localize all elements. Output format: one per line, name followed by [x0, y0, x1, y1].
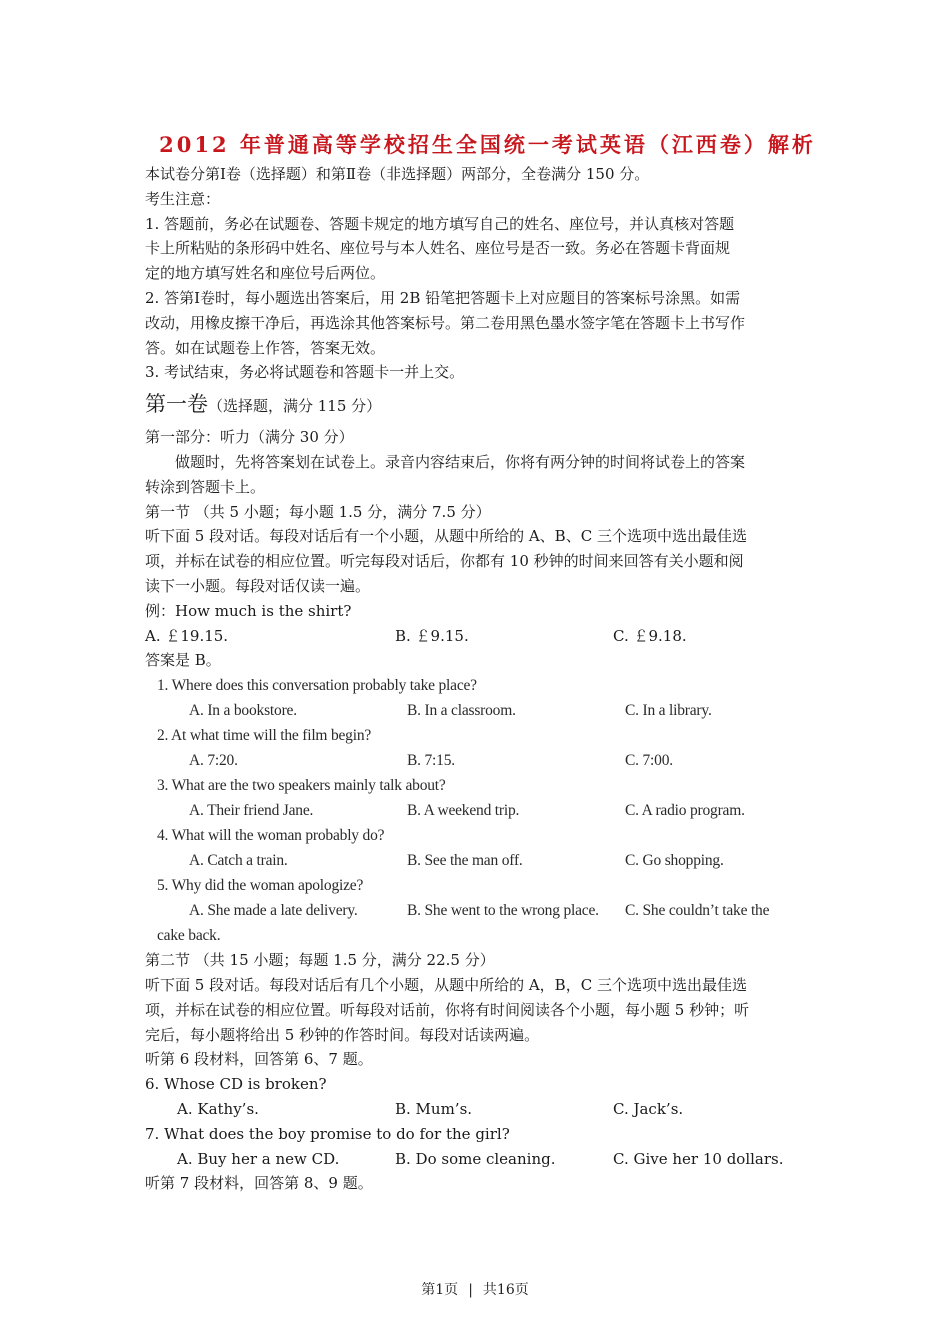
option-b: B. She went to the wrong place. [407, 902, 599, 920]
option-c: C. In a library. [625, 702, 712, 720]
option-c: C. ￡9.18. [613, 626, 687, 645]
intro-line: 答。如在试题卷上作答，答案无效。 [145, 338, 386, 357]
option-b: B. 7:15. [407, 752, 455, 770]
intro-line: 考生注意： [145, 189, 221, 208]
question: 3. What are the two speakers mainly talk about? [157, 777, 446, 795]
question-options [145, 1147, 820, 1172]
option-b: B. Mum’s. [395, 1099, 473, 1118]
page-number: 第1页 [421, 1282, 459, 1298]
material-note: 听第 6 段材料，回答第 6、7 题。 [145, 1050, 373, 1069]
option-a: A. Their friend Jane. [189, 802, 314, 820]
intro-line: 2. 答第Ⅰ卷时，每小题选出答案后，用 2B 铅笔把答题卡上对应题目的答案标号涂黑。如需 [145, 288, 741, 307]
scanned-questions [145, 673, 820, 948]
option-c: C. She couldn’t take the [625, 902, 770, 920]
option-a: A. She made a late delivery. [189, 902, 358, 920]
example-options [145, 624, 820, 649]
volume-note: （选择题，满分 115 分） [208, 397, 382, 416]
volume-title: 第一卷 [145, 392, 208, 417]
part1-heading: 第一部分：听力（满分 30 分） [145, 428, 354, 447]
question: 7. What does the boy promise to do for the girl? [145, 1124, 510, 1143]
intro-line: 3. 考试结束，务必将试题卷和答题卡一并上交。 [145, 363, 465, 382]
question-options [145, 848, 820, 873]
section2-instruction: 完后，每小题将给出 5 秒钟的作答时间。每段对话读两遍。 [145, 1025, 540, 1044]
option-a: A. 7:20. [189, 752, 238, 770]
question-options [145, 798, 820, 823]
option-c: C. 7:00. [625, 752, 673, 770]
question-options [145, 898, 820, 923]
section1-instruction: 读下一小题。每段对话仅读一遍。 [145, 576, 371, 595]
option-a: A. Catch a train. [189, 852, 288, 870]
section2-heading: 第二节 （共 15 小题；每题 1.5 分，满分 22.5 分） [145, 951, 495, 970]
section1-instruction: 听下面 5 段对话。每段对话后有一个小题，从题中所给的 A、B、C 三个选项中选出最佳选 [145, 527, 747, 546]
option-c: C. Give her 10 dollars. [613, 1149, 784, 1168]
option-c: C. Jack’s. [613, 1099, 684, 1118]
intro-line: 定的地方填写姓名和座位号后两位。 [145, 264, 386, 283]
option-b: B. See the man off. [407, 852, 523, 870]
exam-page [145, 128, 820, 1196]
question: 5. Why did the woman apologize? [157, 877, 364, 895]
option-b: B. Do some cleaning. [395, 1149, 556, 1168]
example-answer: 答案是 B。 [145, 651, 221, 670]
question-options [145, 698, 820, 723]
part1-instruction: 做题时，先将答案划在试卷上。录音内容结束后，你将有两分钟的时间将试卷上的答案 [175, 452, 746, 471]
option-b: B. In a classroom. [407, 702, 516, 720]
section1-instruction: 项，并标在试卷的相应位置。听完每段对话后，你都有 10 秒钟的时间来回答有关小题和阅 [145, 552, 744, 571]
section1-heading: 第一节 （共 5 小题；每小题 1.5 分，满分 7.5 分） [145, 502, 491, 521]
option-a: A. In a bookstore. [189, 702, 297, 720]
section2-instruction: 项，并标在试卷的相应位置。听每段对话前，你将有时间阅读各个小题，每小题 5 秒钟；听 [145, 1000, 750, 1019]
page-total: 共16页 [482, 1282, 529, 1298]
intro-block [145, 162, 820, 385]
volume-heading [145, 385, 820, 425]
part1-instruction: 转涂到答题卡上。 [145, 477, 266, 496]
option-a: A. Buy her a new CD. [177, 1149, 340, 1168]
page-footer [0, 1279, 950, 1299]
option-b: B. A weekend trip. [407, 802, 520, 820]
example-question: 例：How much is the shirt? [145, 601, 352, 620]
question: 6. Whose CD is broken? [145, 1075, 327, 1094]
option-c: C. Go shopping. [625, 852, 724, 870]
question-wrap: cake back. [157, 927, 221, 945]
option-a: A. Kathy’s. [177, 1099, 259, 1118]
section2-instruction: 听下面 5 段对话。每段对话后有几个小题，从题中所给的 A，B，C 三个选项中选出最佳选 [145, 975, 747, 994]
intro-line: 卡上所粘贴的条形码中姓名、座位号与本人姓名、座位号是否一致。务必在答题卡背面规 [145, 239, 731, 258]
intro-line: 本试卷分第Ⅰ卷（选择题）和第Ⅱ卷（非选择题）两部分，全卷满分 150 分。 [145, 165, 650, 183]
question: 1. Where does this conversation probably take place? [157, 677, 477, 695]
option-a: A. ￡19.15. [145, 626, 229, 645]
question-options [145, 1097, 820, 1122]
intro-line: 1. 答题前，务必在试题卷、答题卡规定的地方填写自己的姓名、座位号，并认真核对答题 [145, 214, 735, 233]
material-note: 听第 7 段材料，回答第 8、9 题。 [145, 1174, 373, 1193]
question: 4. What will the woman probably do? [157, 827, 385, 845]
option-b: B. ￡9.15. [395, 626, 469, 645]
option-c: C. A radio program. [625, 802, 745, 820]
page-title: 2012 年普通高等学校招生全国统一考试英语（江西卷）解析 [159, 132, 816, 157]
footer-separator: | [468, 1282, 473, 1298]
intro-line: 改动，用橡皮擦干净后，再选涂其他答案标号。第二卷用黑色墨水签字笔在答题卡上书写作 [145, 313, 746, 332]
question-options [145, 748, 820, 773]
question: 2. At what time will the film begin? [157, 727, 372, 745]
